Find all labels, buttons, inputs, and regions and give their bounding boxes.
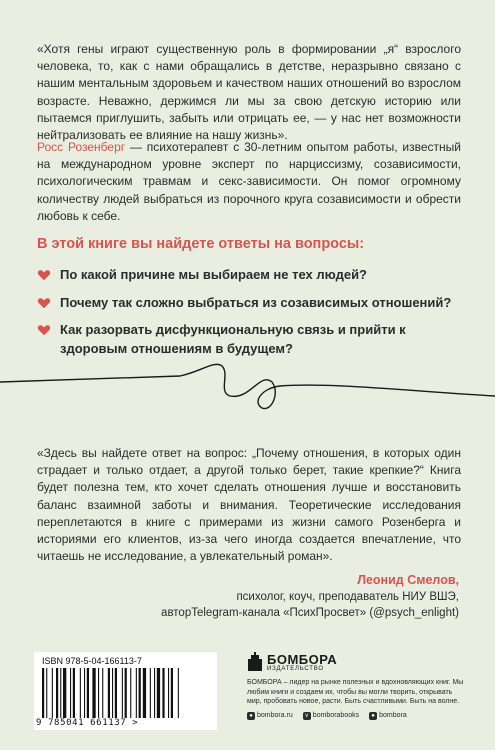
- isbn-text: ISBN 978-5-04-166113-7: [42, 656, 142, 666]
- heart-icon: [37, 323, 51, 337]
- barcode: [34, 652, 217, 730]
- publisher-block: [247, 652, 467, 720]
- globe-icon: ●: [247, 712, 255, 720]
- reviewer-name: Леонид Смелов,: [357, 573, 459, 587]
- vk-icon: v: [303, 712, 311, 720]
- reviewer-role: психолог, коуч, преподаватель НИУ ВШЭ,: [236, 591, 459, 603]
- questions-heading: В этой книге вы найдете ответы на вопросы:: [37, 236, 365, 252]
- question-text: Почему так сложно выбраться из созависимых отношений?: [60, 294, 452, 310]
- barcode-icon: [42, 668, 209, 718]
- decorative-line: [0, 352, 495, 432]
- author-name: Росс Розенберг: [37, 140, 126, 154]
- publisher-links: [247, 712, 467, 720]
- social-link[interactable]: ● bombora: [369, 712, 407, 720]
- intro-quote: «Хотя гены играют существенную роль в формировании „я“ взрослого человека, то, как с нами обращались в детстве, неразрывно связано с нашим ментальным здоровьем и качеством наших отношений во взрослом возрасте. Неважно, держимся ли мы за свою детскую историю или пытаемся приглушить, забыть или отрицать ее, — у нас нет возможности нейтрализовать ее влияние на нашу жизнь».: [37, 42, 461, 143]
- heart-icon: [37, 296, 51, 310]
- site-link[interactable]: ● bombora.ru: [247, 712, 293, 720]
- reviewer-telegram: авторTelegram-канала «ПсихПросвет» (@psych_enlight): [161, 607, 459, 619]
- bomb-logo-icon: [247, 652, 263, 672]
- reviewer-quote: «Здесь вы найдете ответ на вопрос: „Почему отношения, в которых один страдает и только отдает, а другой только берет, такие крепкие?“ Книга будет полезна тем, кто хочет сделать отношения лучше и восстановить баланс взаимной заботы и внимания. Теоретические исследования переплетаются в книге с примерами из жизни самого Розенберга и историями его клиентов, из-за чего иногда создается впечатление, что читаешь не исследование, а увлекательный роман».: [37, 446, 461, 564]
- question-item: [37, 266, 467, 285]
- question-text: По какой причине мы выбираем не тех людей?: [60, 267, 367, 282]
- heart-icon: [37, 268, 51, 282]
- publisher-sub: ИЗДАТЕЛЬСТВО: [267, 665, 324, 672]
- publisher-logo: [247, 652, 467, 672]
- barcode-digits: 9 785041 661137 >: [36, 718, 139, 728]
- question-text: Как разорвать дисфункциональную связь и прийти к здоровым отношениям в будущем?: [60, 322, 406, 356]
- publisher-name: БОМБОРА: [267, 651, 338, 667]
- question-item: [37, 294, 467, 313]
- author-bio-text: — психотерапевт с 30-летним опытом работы, известный на международном уровне эксперт по нарциссизму, созависимости, психологическим травмам и секс-зависимости. Он помог огромному количеству людей выбраться из порочного круга созависимости и обрести любовь к себе.: [37, 140, 461, 223]
- social-icon: ●: [369, 712, 377, 720]
- author-bio: [37, 139, 461, 225]
- vk-link[interactable]: v bomborabooks: [303, 712, 359, 720]
- publisher-description: БОМБОРА – лидер на рынке полезных и вдохновляющих книг. Мы любим книги и создаем их, чтобы вы могли творить, открывать мир, пробовать новое, расти. Быть счастливыми. Быть на волне.: [247, 679, 464, 705]
